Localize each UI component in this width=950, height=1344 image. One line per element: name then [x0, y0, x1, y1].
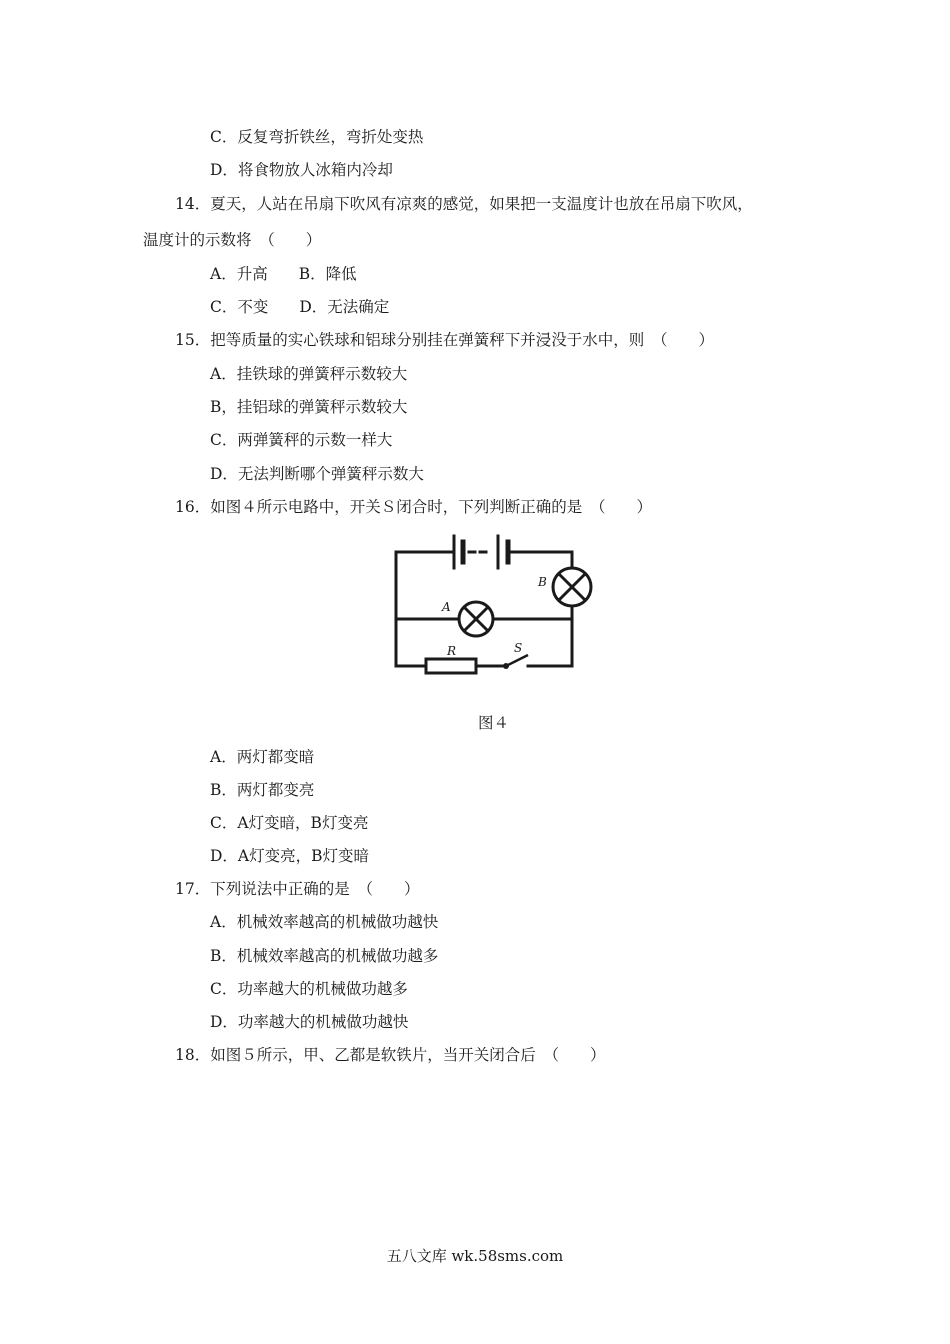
switch-icon — [503, 655, 528, 669]
q15-option-d: D．无法判断哪个弹簧秤示数大 — [210, 465, 424, 483]
resistor-icon — [426, 659, 476, 673]
label-resistor: R — [447, 644, 457, 658]
q17-option-a: A．机械效率越高的机械做功越快 — [210, 913, 439, 931]
q15-option-a: A．挂铁球的弹簧秤示数较大 — [210, 365, 408, 383]
label-lamp-b: B — [538, 575, 547, 589]
lamp-a-icon — [459, 602, 493, 636]
label-lamp-a: A — [442, 600, 451, 614]
circuit-diagram — [388, 530, 600, 682]
q14-options-row1: A．升高 B．降低 — [210, 265, 357, 283]
label-switch: S — [514, 641, 523, 655]
q15-option-b: B，挂铝球的弹簧秤示数较大 — [210, 398, 408, 416]
q14-stem-line2: 温度计的示数将 （ ） — [143, 231, 322, 249]
page-footer: 五八文库 wk.58sms.com — [386, 1247, 564, 1265]
q16-stem: 16．如图４所示电路中，开关Ｓ闭合时，下列判断正确的是 （ ） — [175, 498, 652, 516]
q16-option-d: D．A灯变亮，B灯变暗 — [210, 847, 370, 865]
q16-option-b: B．两灯都变亮 — [210, 781, 315, 799]
q13-option-d: D．将食物放人冰箱内冷却 — [210, 161, 393, 179]
q15-stem: 15．把等质量的实心铁球和铝球分别挂在弹簧秤下并浸没于水中，则 （ ） — [175, 331, 714, 349]
lamp-b-icon — [553, 568, 591, 606]
q16-option-c: C．A灯变暗，B灯变亮 — [210, 814, 369, 832]
q18-stem: 18．如图５所示，甲、乙都是软铁片，当开关闭合后 （ ） — [175, 1046, 606, 1064]
q14-options-row2: C．不变 D．无法确定 — [210, 298, 390, 316]
figure-caption: 图４ — [478, 714, 510, 732]
q17-option-d: D．功率越大的机械做功越快 — [210, 1013, 409, 1031]
q17-stem: 17．下列说法中正确的是 （ ） — [175, 880, 420, 898]
q15-option-c: C．两弹簧秤的示数一样大 — [210, 431, 393, 449]
q17-option-b: B．机械效率越高的机械做功越多 — [210, 947, 439, 965]
q13-option-c: C．反复弯折铁丝，弯折处变热 — [210, 128, 424, 146]
q17-option-c: C．功率越大的机械做功越多 — [210, 980, 408, 998]
q14-stem-line1: 14．夏天，人站在吊扇下吹风有凉爽的感觉，如果把一支温度计也放在吊扇下吹风， — [175, 195, 753, 213]
q16-option-a: A．两灯都变暗 — [210, 748, 315, 766]
